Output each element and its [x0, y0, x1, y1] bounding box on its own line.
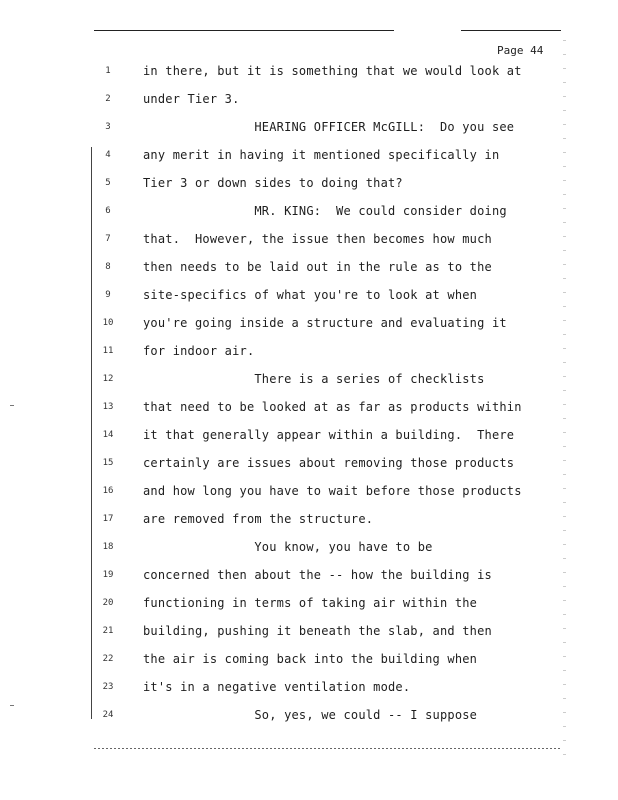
line-number: 9 [105, 290, 111, 300]
line-text: Tier 3 or down sides to doing that? [143, 176, 403, 190]
line-number: 17 [102, 514, 114, 524]
line-text: HEARING OFFICER McGILL: Do you see [143, 120, 515, 134]
line-text: concerned then about the -- how the building is [143, 568, 492, 582]
line-number: 12 [102, 374, 114, 384]
scan-edge-marks [563, 40, 566, 760]
line-number: 15 [102, 458, 114, 468]
top-rule-left [94, 30, 394, 31]
line-number: 18 [102, 542, 114, 552]
line-number: 16 [102, 486, 114, 496]
line-number: 20 [102, 598, 114, 608]
line-text: that. However, the issue then becomes how much [143, 232, 492, 246]
line-text: and how long you have to wait before those products [143, 484, 522, 498]
line-text: functioning in terms of taking air within the [143, 596, 478, 610]
line-text: MR. KING: We could consider doing [143, 204, 507, 218]
line-text: in there, but it is something that we would look at [143, 64, 522, 78]
left-margin-line [91, 147, 92, 719]
line-number: 7 [105, 234, 111, 244]
line-text: So, yes, we could -- I suppose [143, 708, 478, 722]
line-number: 5 [105, 178, 111, 188]
line-number: 13 [102, 402, 114, 412]
line-number: 6 [105, 206, 111, 216]
line-text: for indoor air. [143, 344, 255, 358]
bottom-rule [94, 748, 562, 749]
top-rule-right [461, 30, 561, 31]
scan-speck [10, 705, 14, 706]
line-text: that need to be looked at as far as products within [143, 400, 522, 414]
line-number: 11 [102, 346, 114, 356]
line-text: certainly are issues about removing those products [143, 456, 515, 470]
line-number: 2 [105, 94, 111, 104]
line-number: 10 [102, 318, 114, 328]
line-text: then needs to be laid out in the rule as to the [143, 260, 492, 274]
line-text: it's in a negative ventilation mode. [143, 680, 411, 694]
line-number: 3 [105, 122, 111, 132]
line-text: building, pushing it beneath the slab, and then [143, 624, 492, 638]
line-number: 4 [105, 150, 111, 160]
scan-speck [10, 405, 14, 406]
line-number: 21 [102, 626, 114, 636]
line-number: 24 [102, 710, 114, 720]
line-number: 22 [102, 654, 114, 664]
line-number: 19 [102, 570, 114, 580]
line-text: any merit in having it mentioned specifically in [143, 148, 500, 162]
line-text: it that generally appear within a building. There [143, 428, 515, 442]
line-text: under Tier 3. [143, 92, 240, 106]
line-text: There is a series of checklists [143, 372, 485, 386]
line-number: 23 [102, 682, 114, 692]
line-text: are removed from the structure. [143, 512, 374, 526]
line-text: the air is coming back into the building when [143, 652, 478, 666]
line-text: you're going inside a structure and evaluating it [143, 316, 507, 330]
line-number: 14 [102, 430, 114, 440]
line-number: 8 [105, 262, 111, 272]
line-text: You know, you have to be [143, 540, 433, 554]
page-number-label: Page 44 [497, 44, 544, 57]
line-number: 1 [105, 66, 111, 76]
line-text: site-specifics of what you're to look at when [143, 288, 478, 302]
